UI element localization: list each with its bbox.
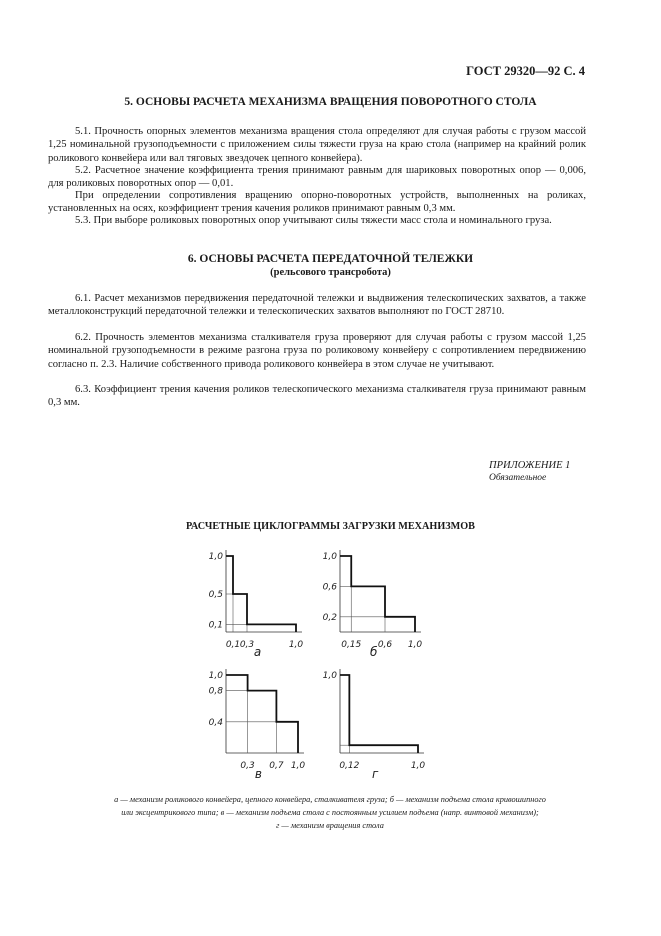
- appendix-status: Обязательное: [489, 473, 547, 483]
- x-tick-label: 0,1: [225, 640, 241, 650]
- load-curve: [226, 556, 296, 632]
- y-tick-label: 0,1: [208, 620, 223, 631]
- y-tick-label: 0,6: [322, 582, 337, 593]
- paragraph-5-1: 5.1. Прочность опорных элементов механизма вращения стола определяют для случая работы с грузом массой 1,25 номинальной грузоподъемности с приложением силы тяжести груза на краю стола (например на крайний ролик роликового конвейера или вал тяговых звездочек цепного конвейера).: [48, 126, 586, 164]
- section-6-subtitle: (рельсового трансробота): [270, 267, 391, 278]
- section-6-title: 6. ОСНОВЫ РАСЧЕТА ПЕРЕДАТОЧНОЙ ТЕЛЕЖКИ: [187, 253, 474, 265]
- paragraph-5-2: 5.2. Расчетное значение коэффициента трения принимают равным для шариковых поворотных опор — 0,006, для роликовых поворотных опор — 0,01.: [48, 165, 586, 190]
- y-tick-label: 1,0: [322, 671, 337, 681]
- charts-caption: [40, 793, 620, 833]
- paragraph-6-3: 6.3. Коэффициент трения качения роликов телескопического механизма сталкивателя груза принимают равным 0,3 мм.: [48, 384, 586, 409]
- cyclogram-a: [196, 548, 316, 658]
- load-curve: [340, 675, 418, 753]
- y-tick-label: 0,5: [208, 590, 223, 600]
- x-tick-label: 0,6: [377, 640, 393, 650]
- caption-line-1: а — механизм роликового конвейера, цепного конвейера, сталкивателя груза; б — механизм подъема стола кривошипного: [114, 795, 546, 804]
- chart-label: г: [371, 767, 379, 781]
- x-tick-label: 0,3: [240, 761, 255, 771]
- y-tick-label: 0,8: [208, 686, 223, 697]
- cyclogram-g: [310, 666, 430, 781]
- x-tick-label: 1,0: [288, 640, 304, 650]
- charts-title: РАСЧЕТНЫЕ ЦИКЛОГРАММЫ ЗАГРУЗКИ МЕХАНИЗМОВ: [186, 521, 475, 532]
- x-tick-label: 0,7: [269, 761, 284, 771]
- y-tick-label: 1,0: [208, 671, 223, 681]
- chart-label: в: [254, 767, 262, 781]
- x-tick-label: 1,0: [410, 761, 426, 771]
- chart-label: б: [370, 645, 378, 659]
- load-curve: [226, 675, 298, 753]
- x-tick-label: 0,12: [339, 761, 360, 771]
- y-tick-label: 0,2: [322, 612, 337, 623]
- x-tick-label: 0,3: [239, 640, 255, 650]
- paragraph-5-2-cont: При определении сопротивления вращению опорно-поворотных устройств, выполненных на роликах, установленных на осях, коэффициент трения качения роликов принимают равным 0,3 мм.: [48, 190, 586, 215]
- paragraph-5-3: 5.3. При выборе роликовых поворотных опор учитывают силы тяжести масс стола и номинального груза.: [75, 215, 552, 226]
- caption-line-3: г — механизм вращения стола: [276, 821, 384, 831]
- x-tick-label: 1,0: [407, 640, 423, 650]
- y-tick-label: 0,4: [208, 717, 223, 728]
- paragraph-6-1: 6.1. Расчет механизмов передвижения передаточной тележки и выдвижения телескопических захватов, а также металлоконструкций передаточной тележки и телескопических захватов выполняют по ГОСТ 28710.: [48, 293, 586, 318]
- x-tick-label: 1,0: [290, 761, 306, 771]
- y-tick-label: 1,0: [208, 552, 223, 562]
- cyclogram-v: [196, 666, 316, 781]
- chart-label: а: [253, 645, 262, 659]
- paragraph-6-2: 6.2. Прочность элементов механизма сталкивателя груза проверяют для случая работы с грузом массой 1,25 номинальной грузоподъемности в режиме разгона груза по роликовому конвейеру с сопротивлением передвижению согласно п. 2.3. Наличие собственного привода роликового конвейера в этом случае не учитывают.: [48, 332, 586, 370]
- page-header: ГОСТ 29320—92 С. 4: [466, 64, 585, 78]
- section-5-title: 5. ОСНОВЫ РАСЧЕТА МЕХАНИЗМА ВРАЩЕНИЯ ПОВОРОТНОГО СТОЛА: [124, 96, 537, 108]
- y-tick-label: 1,0: [322, 552, 337, 562]
- cyclogram-b: [310, 548, 430, 658]
- caption-line-2: или эксцентрикового типа; в — механизм подъема стола с постоянным усилием подъема (напр. винтовой механизм);: [121, 808, 539, 818]
- appendix-title: ПРИЛОЖЕНИЕ 1: [489, 460, 571, 471]
- x-tick-label: 0,15: [341, 640, 362, 650]
